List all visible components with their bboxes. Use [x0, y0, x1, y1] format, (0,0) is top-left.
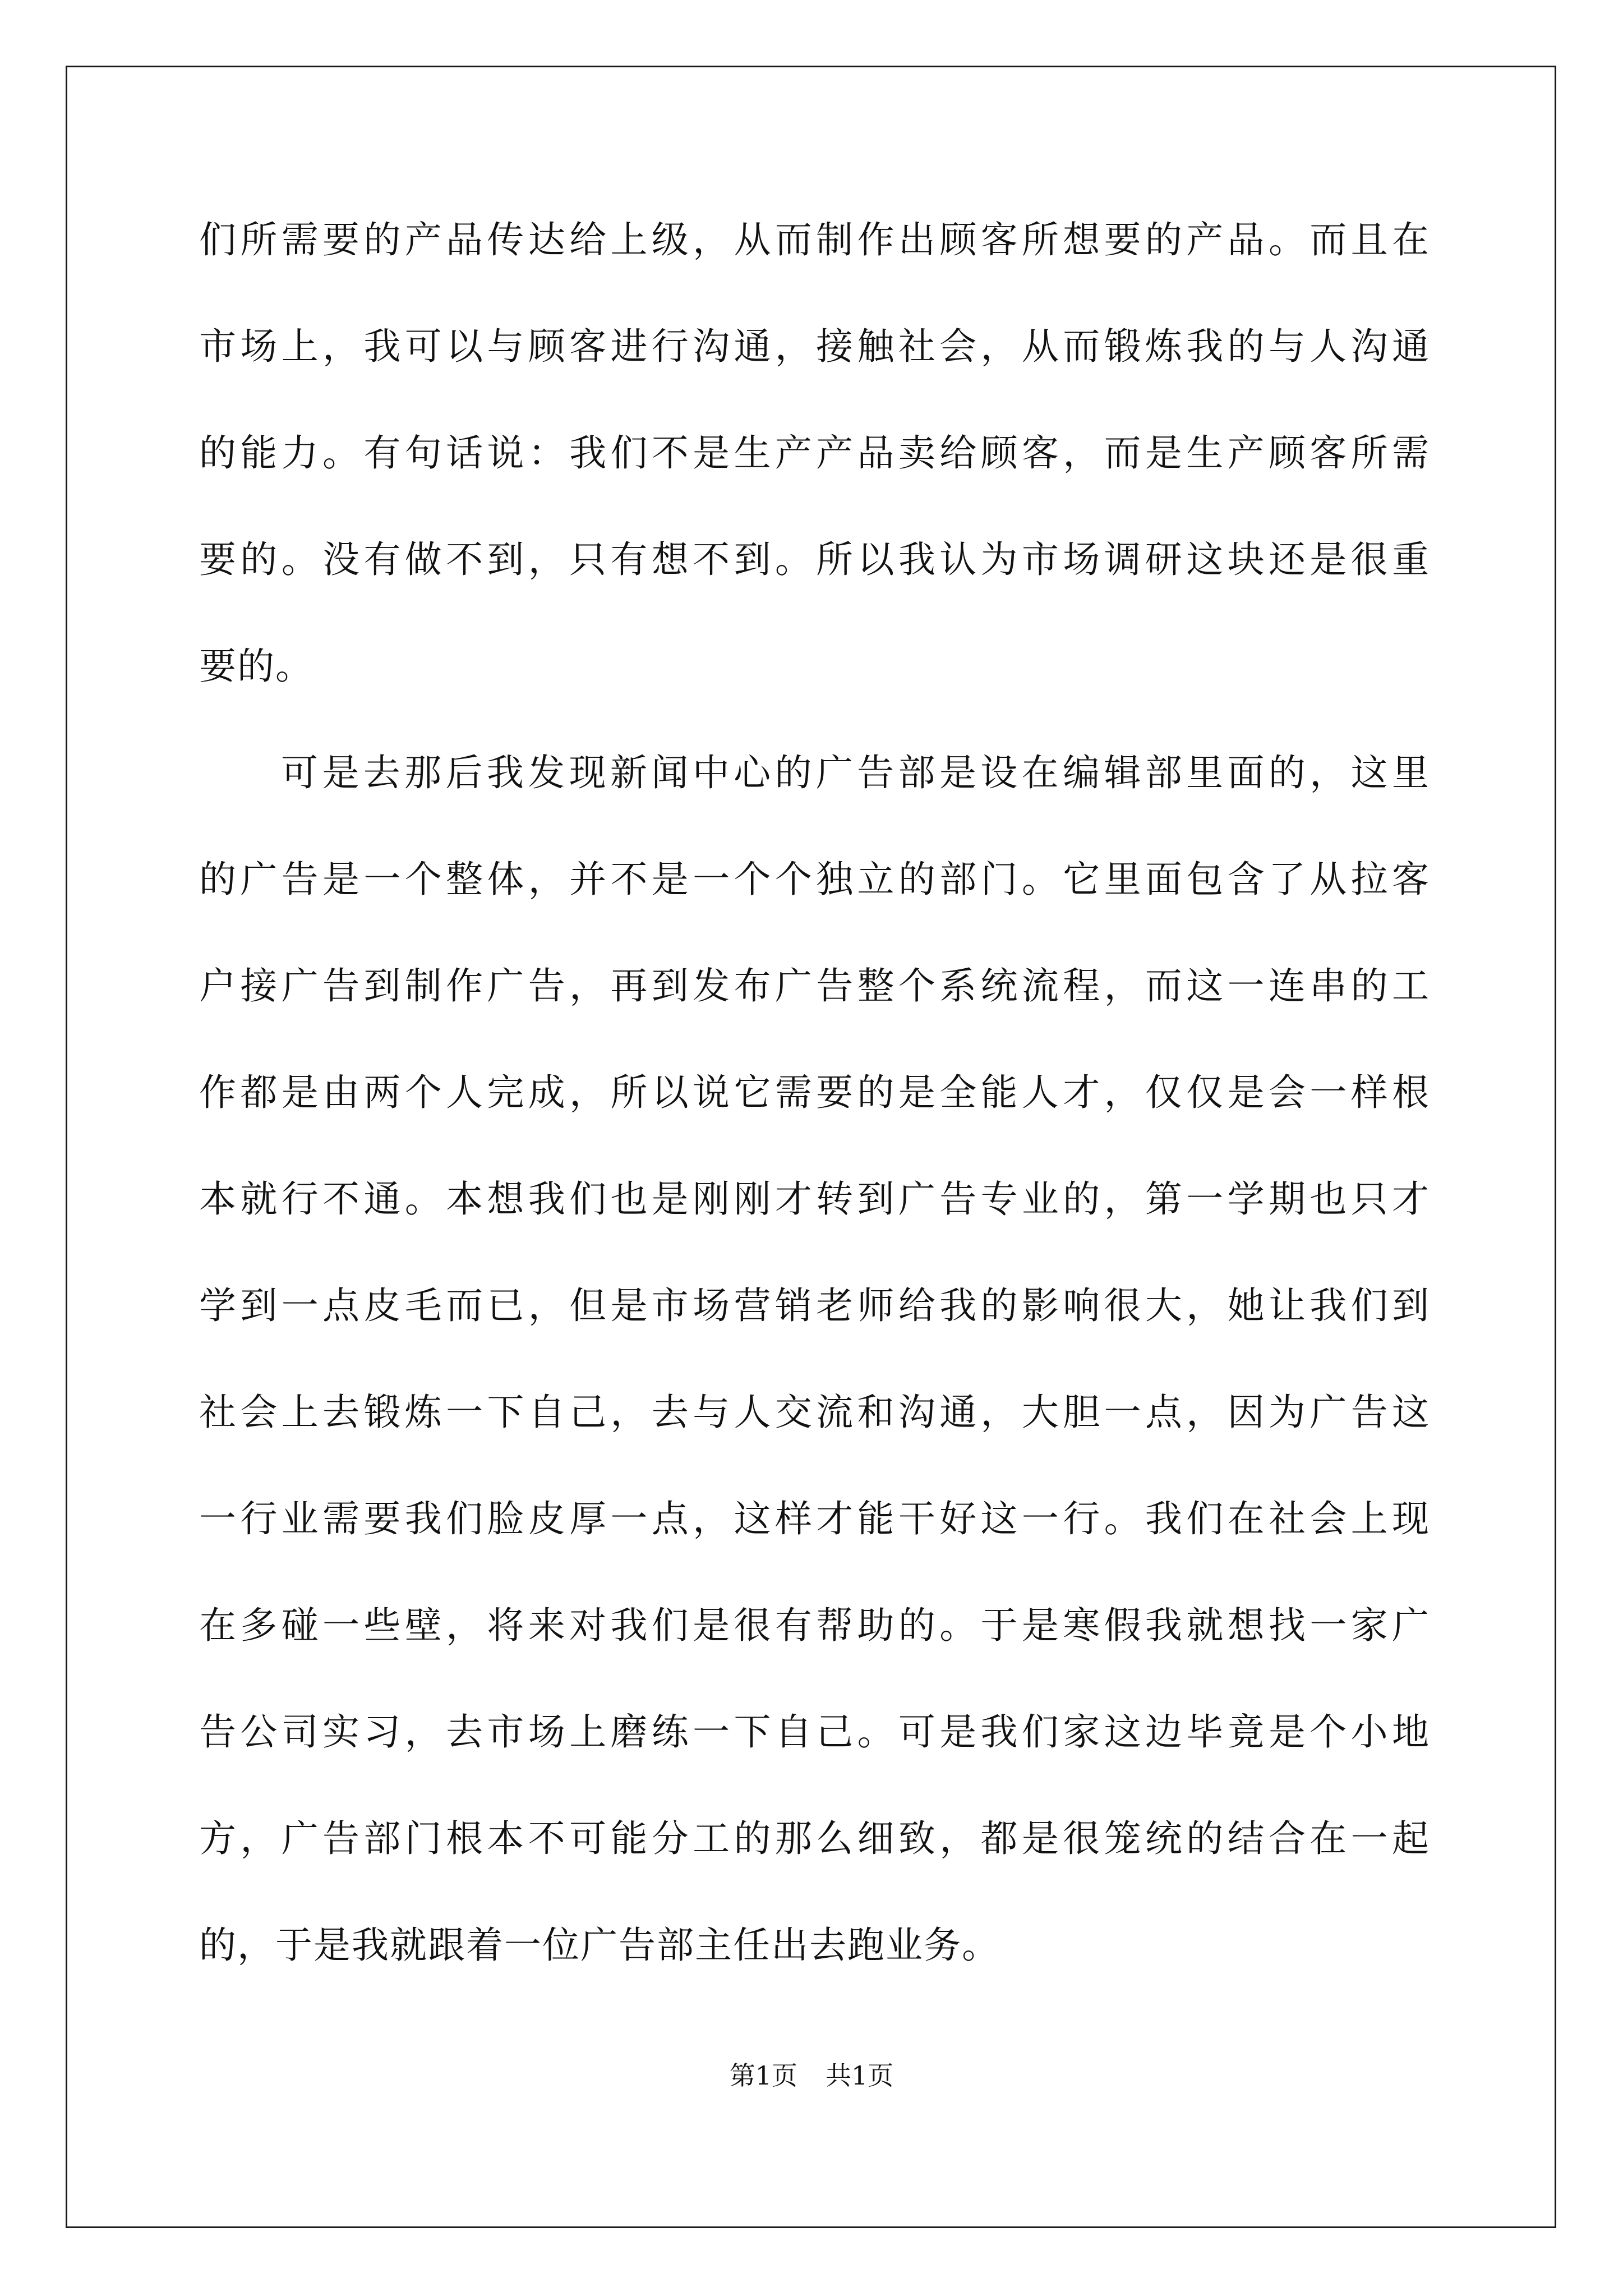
text-line: 的广告是一个整体，并不是一个个独立的部门。它里面包含了从拉客	[199, 858, 1430, 901]
text-line: 社会上去锻炼一下自己，去与人交流和沟通，大胆一点，因为广告这	[199, 1391, 1430, 1434]
text-line: 要的。没有做不到，只有想不到。所以我认为市场调研这块还是很重	[199, 538, 1430, 581]
text-line: 的，于是我就跟着一位广告部主任出去跑业务。	[199, 1924, 1000, 1967]
text-line: 一行业需要我们脸皮厚一点，这样才能干好这一行。我们在社会上现	[199, 1497, 1430, 1540]
text-line: 要的。	[199, 645, 313, 688]
text-line: 在多碰一些壁，将来对我们是很有帮助的。于是寒假我就想找一家广	[199, 1604, 1430, 1647]
page-border	[66, 66, 1556, 2228]
page-footer	[0, 2059, 1623, 2092]
text-line: 户接广告到制作广告，再到发布广告整个系统流程，而这一连串的工	[199, 964, 1430, 1007]
text-line: 们所需要的产品传达给上级，从而制作出顾客所想要的产品。而且在	[199, 218, 1430, 261]
text-line: 告公司实习，去市场上磨练一下自己。可是我们家这边毕竟是个小地	[199, 1710, 1430, 1754]
text-line: 本就行不通。本想我们也是刚刚才转到广告专业的，第一学期也只才	[199, 1177, 1430, 1221]
page-number: 第1页	[729, 2060, 797, 2091]
text-line: 市场上，我可以与顾客进行沟通，接触社会，从而锻炼我的与人沟通	[199, 325, 1430, 368]
text-line: 可是去那后我发现新闻中心的广告部是设在编辑部里面的，这里	[281, 751, 1430, 794]
text-line: 方，广告部门根本不可能分工的那么细致，都是很笼统的结合在一起	[199, 1817, 1430, 1860]
text-line: 的能力。有句话说：我们不是生产产品卖给顾客，而是生产顾客所需	[199, 431, 1430, 475]
text-line: 作都是由两个人完成，所以说它需要的是全能人才，仅仅是会一样根	[199, 1071, 1430, 1114]
page-total: 共1页	[826, 2060, 894, 2091]
text-line: 学到一点皮毛而已，但是市场营销老师给我的影响很大，她让我们到	[199, 1284, 1430, 1327]
